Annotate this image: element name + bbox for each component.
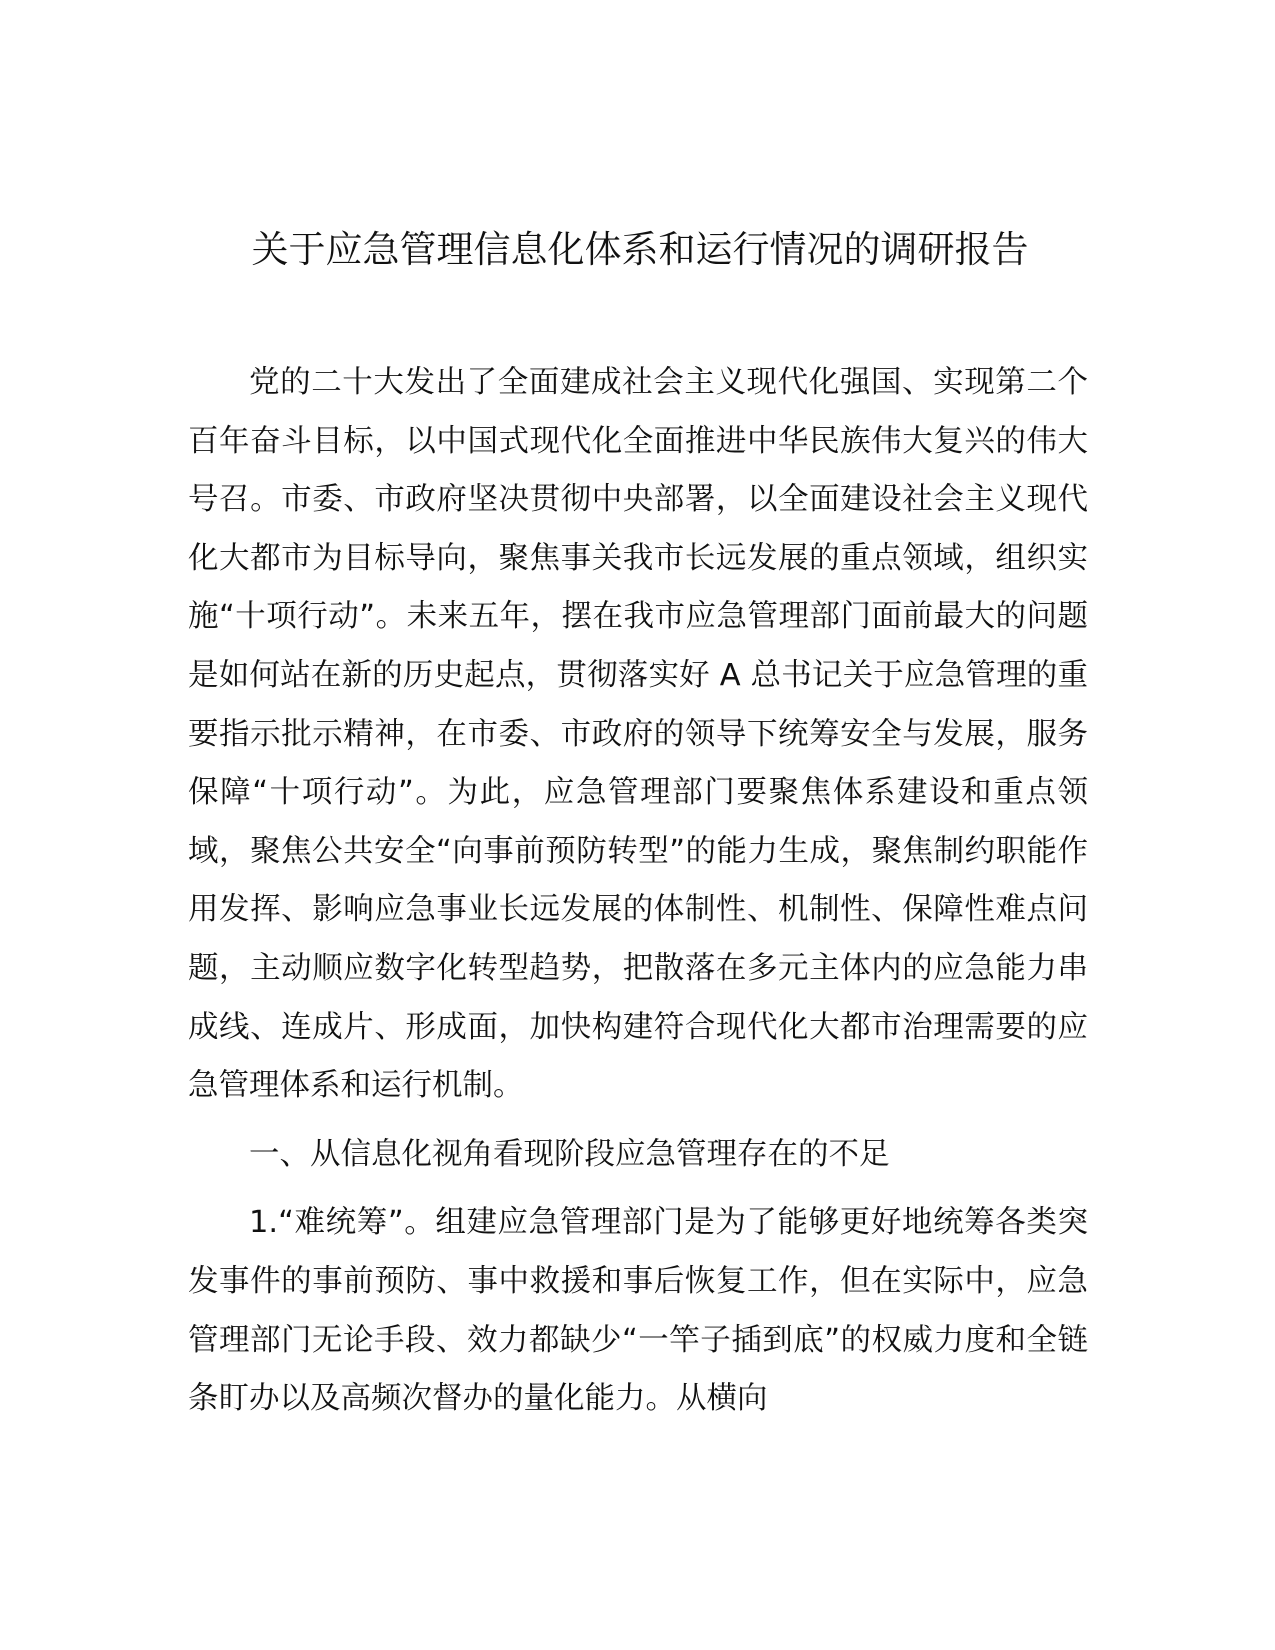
document-body — [188, 354, 1088, 1429]
document-title: 关于应急管理信息化体系和运行情况的调研报告 — [251, 228, 1029, 271]
point-paragraph: 1.“难统筹”。组建应急管理部门是为了能够更好地统筹各类突发事件的事前预防、事中救援和事后恢复工作，但在实际中，应急管理部门无论手段、效力都缺少“一竿子插到底”的权威力度和全链条盯办以及高频次督办的量化能力。从横向 — [188, 1205, 1088, 1417]
intro-paragraph: 党的二十大发出了全面建成社会主义现代化强国、实现第二个百年奋斗目标，以中国式现代化全面推进中华民族伟大复兴的伟大号召。市委、市政府坚决贯彻中央部署，以全面建设社会主义现代化大都市为目标导向，聚焦事关我市长远发展的重点领域，组织实施“十项行动”。未来五年，摆在我市应急管理部门面前最大的问题是如何站在新的历史起点，贯彻落实好 A 总书记关于应急管理的重要指示批示精神，在市委、市政府的领导下统筹安全与发展，服务保障“十项行动”。为此，应急管理部门要聚焦体系建设和重点领域，聚焦公共安全“向事前预防转型”的能力生成，聚焦制约职能作用发挥、影响应急事业长远发展的体制性、机制性、保障性难点问题，主动顺应数字化转型趋势，把散落在多元主体内的应急能力串成线、连成片、形成面，加快构建符合现代化大都市治理需要的应急管理体系和运行机制。 — [188, 365, 1088, 1104]
section-heading: 一、从信息化视角看现阶段应急管理存在的不足 — [249, 1136, 890, 1172]
